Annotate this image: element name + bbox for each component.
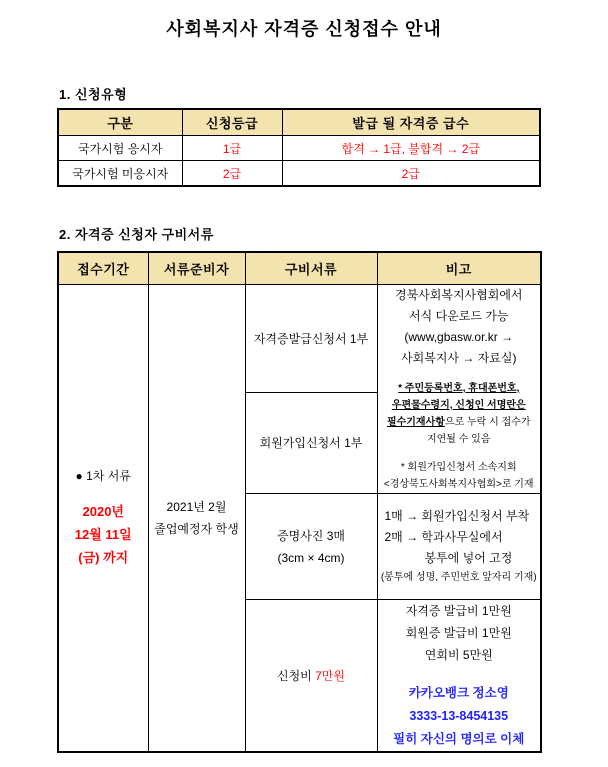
col-header-category: 구분 (58, 109, 182, 136)
fee-amount: 7만원 (315, 669, 345, 683)
remark-line: 1매 → 회원가입신청서 부착 (384, 509, 530, 523)
grade-cell: 1급 (182, 136, 282, 161)
document-cell (245, 494, 377, 600)
remark-line: 봉투에 넣어 고정 (424, 551, 513, 565)
col-header-preparer: 서류준비자 (148, 252, 245, 285)
preparer-cell (148, 285, 245, 753)
document-cell: 자격증발급신청서 1부 (245, 285, 377, 393)
col-header-remarks: 비고 (377, 252, 541, 285)
bank-transfer-info (378, 682, 541, 751)
note-line: 필수기재사항 (386, 417, 445, 428)
col-header-grade: 신청등급 (182, 109, 282, 136)
note-line: <경상북도사회복지사협회>로 기재 (383, 479, 534, 490)
bank-notice: 필히 자신의 명의로 이체 (393, 732, 525, 746)
deadline-line: 2020년 (82, 504, 124, 519)
table-row (58, 285, 541, 393)
required-documents-table (57, 251, 542, 753)
col-header-period: 접수기간 (58, 252, 148, 285)
preparer-line: 졸업예정자 학생 (154, 522, 239, 536)
remark-download-cell (377, 285, 541, 494)
remark-photo-cell (377, 494, 541, 600)
fee-line: 자격증 발급비 1만원 (405, 604, 512, 618)
fee-label: 신청비 (277, 669, 312, 683)
branch-note (378, 459, 541, 493)
bank-account-number: 3333-13-8454135 (409, 709, 509, 723)
table-row (58, 136, 540, 161)
grade-cell: 2급 (182, 161, 282, 187)
application-type-table (57, 108, 541, 187)
website-path: 사회복지사 → 자료실) (401, 351, 517, 365)
col-header-result: 발급 될 자격증 급수 (282, 109, 540, 136)
remark-line: 경북사회복지사협회에서 (394, 288, 523, 302)
preparer-line: 2021년 2월 (166, 500, 227, 514)
table-header-row (58, 252, 541, 285)
deadline-text (59, 500, 148, 569)
remark-fee-cell (377, 600, 541, 753)
bank-name: 카카오뱅크 정소영 (408, 686, 509, 700)
period-label-line (59, 467, 148, 484)
category-cell: 국가시험 응시자 (58, 136, 182, 161)
period-label: 1차 서류 (86, 469, 131, 483)
document-cell (245, 600, 377, 753)
note-line: 지연될 수 있음 (426, 434, 491, 445)
note-line: * 주민등록번호, 휴대폰번호, (398, 383, 520, 394)
col-header-documents: 구비서류 (245, 252, 377, 285)
document-line: (3cm × 4cm) (277, 550, 345, 565)
section2-heading: 2. 자격증 신청자 구비서류 (59, 227, 214, 242)
table-header-row (58, 109, 540, 136)
result-cell: 합격 → 1급, 불합격 → 2급 (282, 136, 540, 161)
note-line: * 회원가입신청서 소속지회 (400, 462, 517, 473)
table-row (58, 161, 540, 187)
document-cell: 회원가입신청서 1부 (245, 392, 377, 493)
deadline-line: 12월 11일 (74, 527, 132, 542)
download-info (378, 285, 541, 369)
period-cell (58, 285, 148, 753)
website-path: (www,gbasw.or.kr → (404, 330, 514, 344)
category-cell: 국가시험 미응시자 (58, 161, 182, 187)
remark-line: 서식 다운로드 가능 (409, 309, 509, 323)
document-line: 증명사진 3매 (277, 528, 345, 543)
note-line: 우편물수령지, 신청인 서명란은 (391, 400, 526, 411)
fee-line: 연회비 5만원 (424, 648, 493, 662)
bullet-icon: ● (75, 469, 83, 483)
remark-line: (봉투에 성명, 주민번호 앞자리 기재) (380, 572, 537, 583)
fee-line: 회원증 발급비 1만원 (405, 626, 512, 640)
remark-line: 2매 → 학과사무실에서 (384, 530, 503, 544)
deadline-line: (금) 까지 (78, 550, 129, 565)
required-fields-note (378, 380, 541, 448)
result-cell: 2급 (282, 161, 540, 187)
section1-heading: 1. 신청유형 (59, 87, 128, 102)
page-title: 사회복지사 자격증 신청접수 안내 (166, 19, 442, 39)
note-line: 으로 누락 시 접수가 (444, 417, 531, 428)
